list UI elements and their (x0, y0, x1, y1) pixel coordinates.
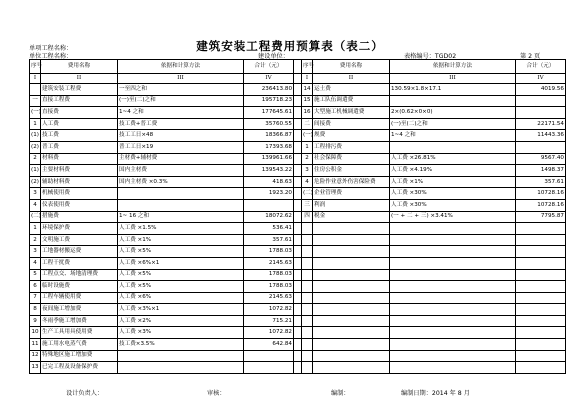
right-name-cell (313, 234, 390, 246)
right-seq-cell: 1 (302, 141, 313, 153)
right-name-cell (313, 292, 390, 304)
compiler-label: 编制： (331, 390, 350, 397)
left-basis-cell: 一至四之和 (118, 84, 244, 96)
right-seq-cell (302, 234, 313, 246)
header-name: 费用名称 (41, 60, 118, 74)
right-seq-cell (302, 304, 313, 316)
left-total-cell (244, 362, 294, 374)
left-basis-cell: 人工费 ×1.5% (118, 223, 244, 235)
right-basis-cell (390, 257, 516, 269)
left-name-cell: 人工费 (41, 118, 118, 130)
right-name-cell (313, 223, 390, 235)
builder-label: 建设单位： (258, 53, 289, 60)
right-name-cell (313, 269, 390, 281)
left-total-cell: 357.61 (244, 234, 294, 246)
roman-i: I (30, 74, 41, 84)
left-seq-cell: 10 (30, 327, 41, 339)
right-name-cell (313, 350, 390, 362)
right-seq-cell: 3 (302, 165, 313, 177)
left-seq-cell: 4 (30, 257, 41, 269)
table-row (30, 223, 566, 235)
column-gap (294, 281, 302, 293)
right-total-cell (516, 304, 566, 316)
left-total-cell: 236413.80 (244, 84, 294, 96)
left-seq-cell (30, 84, 41, 96)
left-basis-cell: 技工费+普工费 (118, 118, 244, 130)
right-name-cell (313, 315, 390, 327)
left-total-cell: 536.41 (244, 223, 294, 235)
left-name-cell: 冬雨季施工增加费 (41, 315, 118, 327)
column-gap (294, 60, 302, 74)
right-total-cell (516, 362, 566, 374)
right-seq-cell (302, 223, 313, 235)
left-total-cell: 1072.82 (244, 304, 294, 316)
page-title: 建筑安装工程费用预算表（表二） (196, 39, 384, 53)
right-basis-cell: 人工费 ×4.19% (390, 165, 516, 177)
table-row (30, 246, 566, 258)
reviewer-label: 审核： (207, 390, 226, 397)
right-total-cell: 357.61 (516, 176, 566, 188)
right-total-cell (516, 350, 566, 362)
header-seq: 序号 (30, 60, 41, 74)
left-total-cell: 195718.23 (244, 95, 294, 107)
left-total-cell: 139543.22 (244, 165, 294, 177)
left-seq-cell: 4 (30, 199, 41, 211)
left-seq-cell: 3 (30, 188, 41, 200)
column-gap (294, 223, 302, 235)
roman-iii: III (118, 74, 244, 84)
left-name-cell: 普工费 (41, 141, 118, 153)
right-total-cell (516, 281, 566, 293)
right-name-cell (313, 257, 390, 269)
left-total-cell: 177645.61 (244, 107, 294, 119)
right-basis-cell (390, 281, 516, 293)
table-row (30, 176, 566, 188)
column-gap (294, 234, 302, 246)
left-basis-cell: 1~4 之和 (118, 107, 244, 119)
column-gap (294, 339, 302, 351)
right-seq-cell: 二 (302, 118, 313, 130)
left-total-cell: 18072.62 (244, 211, 294, 223)
left-total-cell: 1788.03 (244, 269, 294, 281)
left-seq-cell: 5 (30, 269, 41, 281)
left-basis-cell: 人工费 ×5% (118, 269, 244, 281)
right-name-cell: 工程排污费 (313, 141, 390, 153)
right-name-cell: 住房公积金 (313, 165, 390, 177)
right-total-cell (516, 246, 566, 258)
roman-header-row (30, 74, 566, 84)
column-gap (294, 84, 302, 96)
table-row (30, 118, 566, 130)
left-name-cell: 工程车辆使用费 (41, 292, 118, 304)
right-name-cell: 规费 (313, 130, 390, 142)
left-total-cell: 17393.68 (244, 141, 294, 153)
left-basis-cell: 人工费 ×6% (118, 292, 244, 304)
left-name-cell: 已完工程及设备保护费 (41, 362, 118, 374)
right-seq-cell: 2 (302, 153, 313, 165)
column-gap (294, 107, 302, 119)
left-name-cell: 文明施工费 (41, 234, 118, 246)
left-total-cell: 139961.66 (244, 153, 294, 165)
right-total-cell (516, 327, 566, 339)
left-basis-cell: 普工工日×19 (118, 141, 244, 153)
table-row (30, 141, 566, 153)
left-basis-cell (118, 350, 244, 362)
table-row (30, 281, 566, 293)
left-name-cell: 措施费 (41, 211, 118, 223)
left-basis-cell: 技工费×3.5% (118, 339, 244, 351)
column-gap (294, 95, 302, 107)
left-seq-cell: 一 (30, 95, 41, 107)
table-row (30, 107, 566, 119)
left-name-cell: 工程点交、场地清理费 (41, 269, 118, 281)
left-basis-cell: 人工费 ×1% (118, 234, 244, 246)
table-row (30, 84, 566, 96)
right-name-cell: 施工队伍调遣费 (313, 95, 390, 107)
right-total-cell: 7795.87 (516, 211, 566, 223)
left-basis-cell: 主材费+辅材费 (118, 153, 244, 165)
header-total: 合计（元） (244, 60, 294, 74)
table-row (30, 188, 566, 200)
column-gap (294, 292, 302, 304)
table-row (30, 339, 566, 351)
right-basis-cell (390, 304, 516, 316)
left-seq-cell: 1 (30, 223, 41, 235)
right-seq-cell: 15 (302, 95, 313, 107)
table-row (30, 362, 566, 374)
right-name-cell: 利润 (313, 199, 390, 211)
column-gap (294, 199, 302, 211)
left-total-cell (244, 199, 294, 211)
right-basis-cell: 1~4 之和 (390, 130, 516, 142)
right-seq-cell: (一) (302, 130, 313, 142)
cost-table-body (30, 60, 566, 374)
left-basis-cell: 人工费 ×5% (118, 281, 244, 293)
left-total-cell: 18366.87 (244, 130, 294, 142)
column-gap (294, 350, 302, 362)
left-total-cell: 35760.55 (244, 118, 294, 130)
right-total-cell: 1498.37 (516, 165, 566, 177)
header-seq: 序号 (302, 60, 313, 74)
right-name-cell: 运土费 (313, 84, 390, 96)
compile-date: 编制日期：2014 年 8 月 (401, 390, 470, 397)
right-name-cell: 危险作业意外伤害保险费 (313, 176, 390, 188)
left-name-cell: 材料费 (41, 153, 118, 165)
table-row (30, 350, 566, 362)
right-seq-cell (302, 362, 313, 374)
right-seq-cell: 4 (302, 176, 313, 188)
table-row (30, 292, 566, 304)
right-name-cell (313, 281, 390, 293)
left-seq-cell: 2 (30, 234, 41, 246)
table-header-row (30, 60, 566, 74)
unit-name-label: 单位工程名称： (29, 53, 73, 60)
right-basis-cell (390, 315, 516, 327)
column-gap (294, 327, 302, 339)
left-seq-cell: 1 (30, 118, 41, 130)
left-name-cell: 特殊地区施工增加费 (41, 350, 118, 362)
left-basis-cell: (一)至(二)之和 (118, 95, 244, 107)
right-basis-cell (390, 246, 516, 258)
right-seq-cell (302, 339, 313, 351)
right-name-cell: 大型施工机械调遣费 (313, 107, 390, 119)
left-basis-cell (118, 362, 244, 374)
left-basis-cell: 国内主材费 ×0.3% (118, 176, 244, 188)
column-gap (294, 176, 302, 188)
left-total-cell: 2145.63 (244, 292, 294, 304)
column-gap (294, 74, 302, 84)
column-gap (294, 188, 302, 200)
left-total-cell: 1788.03 (244, 246, 294, 258)
left-seq-cell: (2) (30, 141, 41, 153)
right-seq-cell: 16 (302, 107, 313, 119)
header-name: 费用名称 (313, 60, 390, 74)
left-seq-cell: 7 (30, 292, 41, 304)
left-basis-cell: 人工费 ×3% (118, 327, 244, 339)
right-seq-cell (302, 350, 313, 362)
left-total-cell: 418.63 (244, 176, 294, 188)
left-basis-cell (118, 188, 244, 200)
right-basis-cell (390, 362, 516, 374)
right-seq-cell (302, 292, 313, 304)
table-row (30, 153, 566, 165)
left-seq-cell: (一) (30, 107, 41, 119)
right-total-cell (516, 257, 566, 269)
table-row (30, 211, 566, 223)
left-seq-cell: 12 (30, 350, 41, 362)
roman-i: I (302, 74, 313, 84)
right-basis-cell: 2×(0.62×0×0) (390, 107, 516, 119)
right-total-cell (516, 269, 566, 281)
table-row (30, 95, 566, 107)
table-row (30, 327, 566, 339)
right-seq-cell (302, 246, 313, 258)
right-basis-cell: 人工费 ×26.81% (390, 153, 516, 165)
left-name-cell: 机械使用费 (41, 188, 118, 200)
left-name-cell: 仪表使用费 (41, 199, 118, 211)
left-seq-cell: 6 (30, 281, 41, 293)
right-basis-cell: 人工费 ×30% (390, 199, 516, 211)
roman-iii: III (390, 74, 516, 84)
left-seq-cell: 3 (30, 246, 41, 258)
column-gap (294, 269, 302, 281)
right-total-cell (516, 315, 566, 327)
right-basis-cell (390, 141, 516, 153)
right-basis-cell (390, 223, 516, 235)
table-row (30, 269, 566, 281)
left-total-cell: 1923.20 (244, 188, 294, 200)
roman-iv: IV (516, 74, 566, 84)
left-name-cell: 辅助材料费 (41, 176, 118, 188)
right-name-cell: 企业管理费 (313, 188, 390, 200)
roman-ii: II (313, 74, 390, 84)
left-basis-cell (118, 199, 244, 211)
right-total-cell: 10728.16 (516, 188, 566, 200)
right-name-cell (313, 304, 390, 316)
right-seq-cell (302, 281, 313, 293)
left-name-cell: 施工用水电蒸气费 (41, 339, 118, 351)
right-basis-cell (390, 327, 516, 339)
column-gap (294, 304, 302, 316)
right-seq-cell (302, 257, 313, 269)
table-row (30, 315, 566, 327)
right-total-cell: 22171.54 (516, 118, 566, 130)
left-name-cell: 技工费 (41, 130, 118, 142)
left-basis-cell: 人工费 ×6%×1 (118, 257, 244, 269)
left-seq-cell: (1) (30, 130, 41, 142)
right-basis-cell (390, 350, 516, 362)
right-total-cell: 9567.40 (516, 153, 566, 165)
right-total-cell (516, 141, 566, 153)
table-row (30, 130, 566, 142)
left-name-cell: 生产工具用具使用费 (41, 327, 118, 339)
designer-label: 设计负责人： (66, 390, 104, 397)
right-basis-cell: 人工费 ×1% (390, 176, 516, 188)
left-seq-cell: 11 (30, 339, 41, 351)
right-total-cell (516, 339, 566, 351)
right-name-cell (313, 339, 390, 351)
column-gap (294, 153, 302, 165)
column-gap (294, 362, 302, 374)
roman-iv: IV (244, 74, 294, 84)
cost-table (29, 59, 566, 374)
page-number: 第 2 页 (520, 53, 541, 60)
right-seq-cell: (二) (302, 188, 313, 200)
column-gap (294, 165, 302, 177)
left-name-cell: 夜间施工增加费 (41, 304, 118, 316)
right-total-cell (516, 234, 566, 246)
left-seq-cell: 9 (30, 315, 41, 327)
left-seq-cell: 13 (30, 362, 41, 374)
column-gap (294, 246, 302, 258)
left-name-cell: 工地器材搬运费 (41, 246, 118, 258)
left-total-cell: 1788.03 (244, 281, 294, 293)
right-seq-cell (302, 327, 313, 339)
right-total-cell: 4019.56 (516, 84, 566, 96)
column-gap (294, 211, 302, 223)
right-seq-cell (302, 315, 313, 327)
right-total-cell: 11443.36 (516, 130, 566, 142)
left-basis-cell: 技工工日×48 (118, 130, 244, 142)
left-total-cell (244, 350, 294, 362)
right-basis-cell (390, 292, 516, 304)
right-seq-cell: 四 (302, 211, 313, 223)
right-seq-cell: 14 (302, 84, 313, 96)
right-name-cell (313, 362, 390, 374)
right-name-cell: 间接费 (313, 118, 390, 130)
right-seq-cell (302, 269, 313, 281)
table-row (30, 257, 566, 269)
right-total-cell (516, 95, 566, 107)
left-name-cell: 工程干扰费 (41, 257, 118, 269)
right-name-cell: 社会保障费 (313, 153, 390, 165)
left-seq-cell: 8 (30, 304, 41, 316)
left-seq-cell: (二) (30, 211, 41, 223)
column-gap (294, 130, 302, 142)
right-total-cell (516, 223, 566, 235)
left-basis-cell: 人工费 ×5% (118, 246, 244, 258)
left-seq-cell: (2) (30, 176, 41, 188)
table-row (30, 304, 566, 316)
project-name-label: 单项工程名称： (29, 45, 73, 52)
right-total-cell: 10728.16 (516, 199, 566, 211)
table-row (30, 234, 566, 246)
left-total-cell: 642.84 (244, 339, 294, 351)
right-basis-cell: (一 + 二 + 三) ×3.41% (390, 211, 516, 223)
roman-ii: II (41, 74, 118, 84)
left-name-cell: 建筑安装工程费 (41, 84, 118, 96)
left-total-cell: 1072.82 (244, 327, 294, 339)
left-seq-cell: 2 (30, 153, 41, 165)
right-basis-cell (390, 95, 516, 107)
right-basis-cell (390, 234, 516, 246)
right-name-cell (313, 246, 390, 258)
right-total-cell (516, 292, 566, 304)
header-basis: 依据和计算方法 (118, 60, 244, 74)
table-row (30, 199, 566, 211)
left-name-cell: 临时设施费 (41, 281, 118, 293)
right-total-cell (516, 107, 566, 119)
left-basis-cell: 国内主材费 (118, 165, 244, 177)
left-seq-cell: (1) (30, 165, 41, 177)
right-name-cell: 税金 (313, 211, 390, 223)
left-basis-cell: 1~ 16 之和 (118, 211, 244, 223)
right-name-cell (313, 327, 390, 339)
right-basis-cell: 130.59×1.8×17.1 (390, 84, 516, 96)
right-seq-cell: 三 (302, 199, 313, 211)
left-name-cell: 直接费 (41, 107, 118, 119)
right-basis-cell (390, 269, 516, 281)
table-row (30, 165, 566, 177)
left-name-cell: 直接工程费 (41, 95, 118, 107)
left-basis-cell: 人工费 ×3%×1 (118, 304, 244, 316)
left-total-cell: 715.21 (244, 315, 294, 327)
right-basis-cell: 人工费 ×30% (390, 188, 516, 200)
column-gap (294, 315, 302, 327)
left-name-cell: 环境保护费 (41, 223, 118, 235)
header-total: 合计（元） (516, 60, 566, 74)
form-code: 表格编号：TGD02 (404, 53, 457, 60)
header-basis: 依据和计算方法 (390, 60, 516, 74)
column-gap (294, 257, 302, 269)
left-total-cell: 2145.63 (244, 257, 294, 269)
column-gap (294, 118, 302, 130)
left-basis-cell: 人工费 ×2% (118, 315, 244, 327)
right-basis-cell (390, 339, 516, 351)
left-name-cell: 主要材料费 (41, 165, 118, 177)
right-basis-cell: (一)至(二)之和 (390, 118, 516, 130)
column-gap (294, 141, 302, 153)
